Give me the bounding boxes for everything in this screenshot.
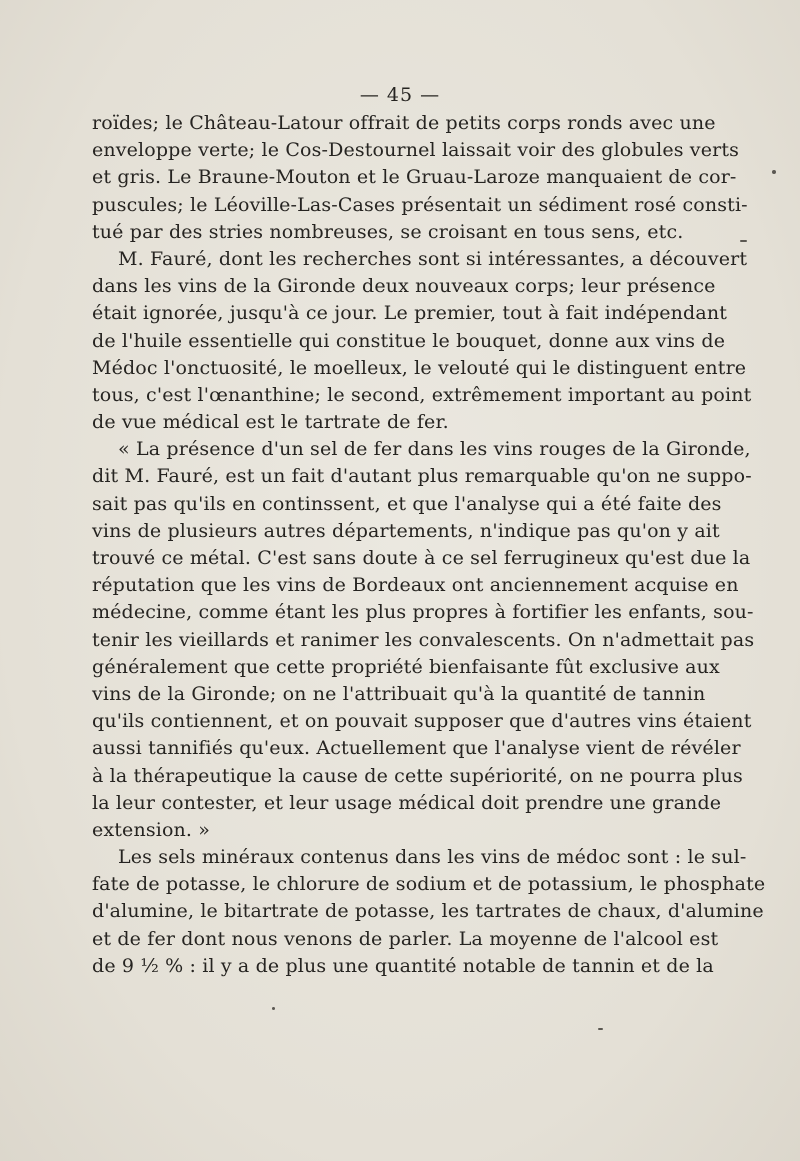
text-line: réputation que les vins de Bordeaux ont anciennement acquise en	[92, 574, 739, 597]
text-line: Les sels minéraux contenus dans les vins de médoc sont : le sul-	[118, 846, 747, 869]
text-line: aussi tannifiés qu'eux. Actuellement que l'analyse vient de révéler	[92, 737, 741, 760]
paper-speck	[272, 1007, 275, 1010]
text-line: vins de plusieurs autres départements, n'indique pas qu'on y ait	[92, 519, 720, 542]
text-line: médecine, comme étant les plus propres à fortifier les enfants, sou-	[92, 601, 754, 624]
text-line: de vue médical est le tartrate de fer.	[92, 411, 449, 434]
text-line: Médoc l'onctuosité, le moelleux, le velouté qui le distinguent entre	[92, 356, 747, 379]
text-line: et de fer dont nous venons de parler. La moyenne de l'alcool est	[92, 927, 719, 950]
text-line: tenir les vieillards et ranimer les convalescents. On n'admettait pas	[92, 628, 755, 651]
text-line: d'alumine, le bitartrate de potasse, les tartrates de chaux, d'alumine	[92, 900, 764, 923]
text-line: de 9 ½ % : il y a de plus une quantité notable de tannin et de la	[92, 954, 714, 977]
paper-speck	[598, 1028, 603, 1030]
text-line: sait pas qu'ils en continssent, et que l'analyse qui a été faite des	[92, 492, 722, 515]
text-line: tous, c'est l'œnanthine; le second, extrêmement important au point	[92, 383, 752, 406]
text-line: extension. »	[92, 818, 211, 841]
paper-speck	[740, 240, 747, 242]
text-line: qu'ils contiennent, et on pouvait supposer que d'autres vins étaient	[92, 710, 752, 733]
page-number: — 45 —	[359, 84, 441, 106]
paper-speck	[772, 170, 776, 174]
text-line: vins de la Gironde; on ne l'attribuait qu'à la quantité de tannin	[92, 682, 706, 705]
text-line: de l'huile essentielle qui constitue le bouquet, donne aux vins de	[92, 329, 726, 352]
text-line: généralement que cette propriété bienfaisante fût exclusive aux	[92, 655, 720, 678]
text-line: dans les vins de la Gironde deux nouveaux corps; leur présence	[92, 275, 716, 298]
text-line: roïdes; le Château-Latour offrait de petits corps ronds avec une	[92, 112, 716, 134]
text-line: fate de potasse, le chlorure de sodium et de potassium, le phosphate	[92, 873, 766, 896]
text-line: « La présence d'un sel de fer dans les vins rouges de la Gironde,	[118, 438, 751, 461]
text-line: la leur contester, et leur usage médical doit prendre une grande	[92, 791, 722, 814]
text-line: trouvé ce métal. C'est sans doute à ce sel ferrugineux qu'est due la	[92, 547, 751, 569]
body-text	[92, 110, 766, 980]
text-line: enveloppe verte; le Cos-Destournel laissait voir des globules verts	[92, 139, 740, 162]
text-line: puscules; le Léoville-Las-Cases présentait un sédiment rosé consti-	[92, 193, 748, 216]
text-line: et gris. Le Braune-Mouton et le Gruau-Laroze manquaient de cor-	[92, 166, 737, 189]
text-line: tué par des stries nombreuses, se croisant en tous sens, etc.	[92, 220, 684, 243]
text-line: à la thérapeutique la cause de cette supériorité, on ne pourra plus	[92, 764, 743, 787]
text-line: M. Fauré, dont les recherches sont si intéressantes, a découvert	[118, 247, 748, 270]
text-line: dit M. Fauré, est un fait d'autant plus remarquable qu'on ne suppo-	[92, 465, 752, 488]
text-line: était ignorée, jusqu'à ce jour. Le premier, tout à fait indépendant	[92, 302, 727, 325]
